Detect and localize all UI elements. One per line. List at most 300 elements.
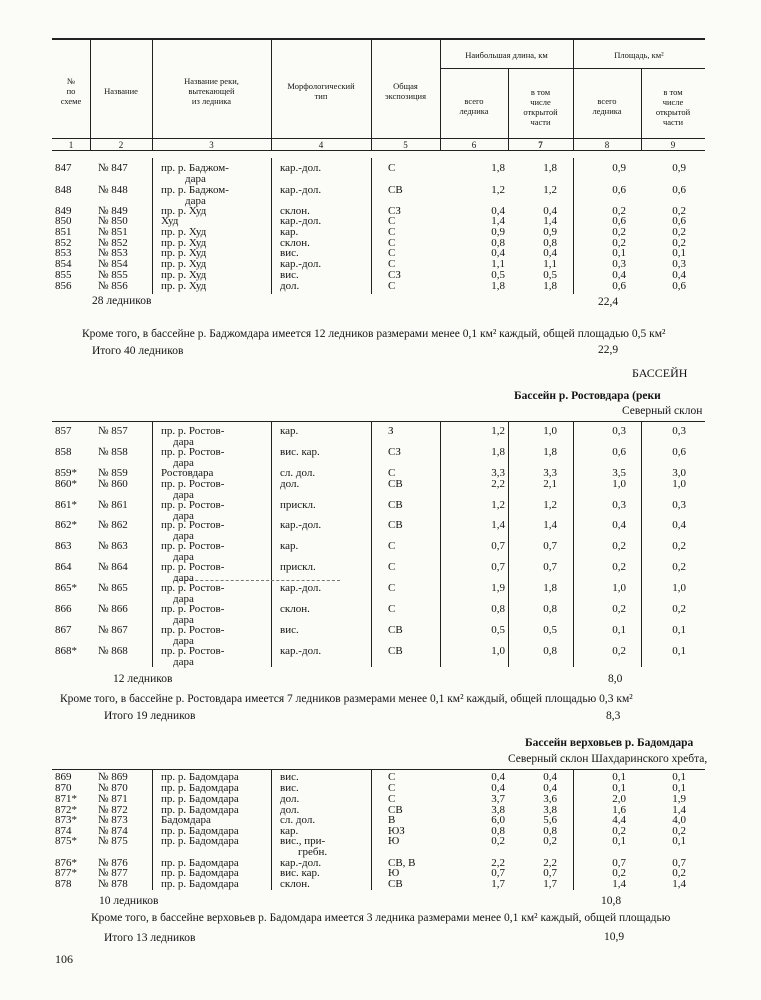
river-name-line: пр. р. Худ [161,269,207,281]
river-name-line: дара [185,195,206,207]
cell-exposition: ЮЗ [388,825,405,837]
cell-length-total: 0,4 [491,205,505,217]
cell-length-open: 0,7 [543,867,557,879]
morph-type-line: склон. [280,237,310,249]
cell-area-total: 0,3 [612,258,626,270]
cell-area-open: 0,1 [672,247,686,259]
cell-length-open: 1,8 [543,162,557,174]
morph-type-line: вис. кар. [280,446,320,458]
cell-length-total: 1,8 [491,280,505,292]
cell-morph-type [280,562,316,573]
cell-exposition: СВ [388,878,403,890]
cell-area-total: 0,2 [612,603,626,615]
cell-scheme-number: 856 [55,280,72,292]
cell-river-name [161,836,239,847]
cell-area-open: 0,4 [672,519,686,531]
cell-scheme-number: 861* [55,499,77,511]
cell-river-name [161,520,224,542]
cell-length-open: 0,4 [543,782,557,794]
cell-exposition: С [388,771,396,783]
footnote: Кроме того, в бассейне р. Баджомдара имеется 12 ледников размерами менее 0,1 км² каждый, общей площадью 0,5 км² [82,328,666,340]
cell-exposition: С [388,258,396,270]
river-name-line: пр. р. Ростов- [161,425,225,437]
cell-exposition: СВ [388,645,403,657]
cell-length-total: 2,2 [491,857,505,869]
cell-area-total: 0,6 [612,215,626,227]
cell-area-open: 3,0 [672,467,686,479]
cell-glacier-name: № 872 [98,804,128,816]
cell-length-total: 0,5 [491,624,505,636]
cell-scheme-number: 851 [55,226,72,238]
morph-type-line: кар. [280,226,299,238]
cell-area-open: 0,2 [672,540,686,552]
river-name-line: дара [173,635,194,647]
cell-area-total: 0,2 [612,237,626,249]
morph-type-line: кар.-дол. [280,519,322,531]
col-number: 8 [604,140,610,150]
river-name-line: пр. р. Худ [161,237,207,249]
cell-area-total: 0,3 [612,425,626,437]
cell-glacier-name: № 875 [98,835,128,847]
river-name-line: Худ [161,215,179,227]
cell-area-open: 0,2 [672,226,686,238]
cell-length-total: 0,8 [491,603,505,615]
cell-exposition: С [388,603,396,615]
morph-type-line: дол. [280,793,300,805]
river-name-line: дара [173,614,194,626]
cell-length-total: 2,2 [491,478,505,490]
cell-exposition: С [388,782,396,794]
morph-type-line: вис. [280,782,299,794]
footnote: Кроме того, в бассейне верховьев р. Бадомдара имеется 3 ледника размерами менее 0,1 км² каждый, общей площадью [91,912,671,924]
cell-exposition: СВ [388,804,403,816]
cell-length-total: 1,1 [491,258,505,270]
river-name-line: пр. р. Ростов- [161,624,225,636]
river-name-line: пр. р. Ростов- [161,603,225,615]
cell-length-total: 1,8 [491,162,505,174]
morph-type-line: склон. [280,603,310,615]
cell-area-total: 0,3 [612,499,626,511]
river-name-line: дара [173,593,194,605]
river-name-line: пр. р. Баджом- [161,184,229,196]
morph-type-line: кар. [280,825,299,837]
cell-area-open: 0,7 [672,857,686,869]
cell-length-total: 0,7 [491,540,505,552]
cell-scheme-number: 847 [55,162,72,174]
section-title: Бассейн р. Ростовдара (реки [514,390,661,402]
cell-glacier-name: № 868 [98,645,128,657]
cell-length-open: 0,4 [543,247,557,259]
subtotal-count: 10 ледников [99,895,159,907]
cell-scheme-number: 848 [55,184,72,196]
cell-area-total: 0,2 [612,226,626,238]
cell-area-open: 0,3 [672,425,686,437]
page-number: 106 [55,952,73,966]
col-header-river: Название реки, вытекающей из ледника [184,76,239,106]
cell-glacier-name: № 864 [98,561,128,573]
cell-length-total: 0,7 [491,561,505,573]
morph-type-line: кар.-дол. [280,857,322,869]
cell-length-total: 1,2 [491,184,505,196]
cell-length-open: 0,8 [543,237,557,249]
cell-scheme-number: 860* [55,478,77,490]
cell-morph-type [280,541,298,552]
cell-area-open: 0,2 [672,237,686,249]
cell-area-total: 4,4 [612,814,626,826]
cell-area-open: 1,4 [672,804,686,816]
section-pre-title: БАССЕЙН [632,366,688,380]
cell-exposition: СВ [388,184,403,196]
cell-river-name [161,562,224,584]
cell-scheme-number: 865* [55,582,77,594]
cell-glacier-name: № 871 [98,793,128,805]
cell-length-total: 1,2 [491,499,505,511]
cell-area-total: 2,0 [612,793,626,805]
cell-area-open: 1,9 [672,793,686,805]
cell-scheme-number: 876* [55,857,77,869]
cell-scheme-number: 852 [55,237,72,249]
cell-area-total: 0,7 [612,857,626,869]
morph-type-line: кар.-дол. [280,162,322,174]
cell-area-open: 0,1 [672,771,686,783]
cell-area-open: 0,2 [672,561,686,573]
cell-length-total: 1,8 [491,446,505,458]
river-name-line: пр. р. Бадомдара [161,804,239,816]
cell-area-open: 1,0 [672,478,686,490]
cell-river-name [161,426,224,448]
cell-glacier-name: № 852 [98,237,128,249]
section-title: Бассейн верховьев р. Бадомдара [525,737,694,749]
col-number: 6 [471,140,477,150]
morph-type-line: вис. [280,771,299,783]
cell-length-open: 1,8 [543,582,557,594]
cell-exposition: В [388,814,396,826]
cell-morph-type [280,625,299,636]
cell-glacier-name: № 858 [98,446,128,458]
cell-river-name [161,447,224,469]
cell-exposition: СВ [388,499,403,511]
cell-length-total: 0,5 [491,269,505,281]
cell-scheme-number: 870 [55,782,72,794]
subtotal-count: 12 ледников [113,673,173,685]
col-header-name: Название [104,86,138,96]
cell-area-open: 0,1 [672,835,686,847]
river-name-line: пр. р. Бадомдара [161,835,239,847]
cell-glacier-name: № 876 [98,857,128,869]
cell-river-name [161,541,224,563]
cell-morph-type [280,879,310,890]
cell-glacier-name: № 866 [98,603,128,615]
cell-area-open: 0,6 [672,184,686,196]
section-subtitle: Северный склон Шахдаринского хребта, [508,753,708,765]
group-header-area: Площадь, км² [614,50,664,60]
morph-type-line: сл. дол. [280,814,316,826]
cell-morph-type [280,447,320,458]
river-name-line: пр. р. Ростов- [161,446,225,458]
cell-scheme-number: 855 [55,269,72,281]
cell-glacier-name: № 854 [98,258,128,270]
cell-scheme-number: 853 [55,247,72,259]
cell-exposition: С [388,467,396,479]
cell-length-total: 0,2 [491,835,505,847]
cell-river-name [161,879,239,890]
cell-length-total: 1,9 [491,582,505,594]
morph-type-line: прискл. [280,561,316,573]
cell-length-total: 1,7 [491,878,505,890]
cell-glacier-name: № 848 [98,184,128,196]
river-name-line: пр. р. Ростов- [161,519,225,531]
subtotal-area: 22,4 [598,296,619,308]
cell-area-open: 0,2 [672,825,686,837]
total-count: Итого 19 ледников [104,710,196,722]
cell-scheme-number: 878 [55,878,72,890]
cell-area-open: 1,4 [672,878,686,890]
col-header-length-open: в том числе открытой части [523,87,558,127]
cell-glacier-name: № 856 [98,280,128,292]
river-name-line: дара [185,173,206,185]
cell-glacier-name: № 870 [98,782,128,794]
cell-glacier-name: № 859 [98,467,128,479]
col-number: 4 [318,140,324,150]
cell-length-open: 1,7 [543,878,557,890]
cell-length-total: 0,4 [491,771,505,783]
cell-exposition: С [388,540,396,552]
cell-glacier-name: № 851 [98,226,128,238]
cell-glacier-name: № 873 [98,814,128,826]
morph-type-line: склон. [280,205,310,217]
cell-scheme-number: 854 [55,258,72,270]
cell-area-total: 0,1 [612,624,626,636]
cell-river-name [161,583,224,605]
cell-exposition: С [388,226,396,238]
cell-glacier-name: № 867 [98,624,128,636]
cell-length-open: 0,4 [543,205,557,217]
cell-scheme-number: 849 [55,205,72,217]
cell-area-total: 0,2 [612,867,626,879]
cell-area-open: 0,6 [672,446,686,458]
cell-length-total: 0,4 [491,247,505,259]
cell-area-total: 0,2 [612,825,626,837]
cell-river-name [161,163,229,185]
cell-area-open: 0,6 [672,280,686,292]
cell-river-name [161,625,224,647]
section-subtitle: Северный склон [622,405,703,417]
cell-scheme-number: 866 [55,603,72,615]
cell-exposition: СЗ [388,205,401,217]
cell-morph-type [280,163,321,174]
cell-length-open: 0,5 [543,624,557,636]
cell-scheme-number: 872* [55,804,77,816]
cell-morph-type [280,281,299,292]
cell-length-open: 0,7 [543,561,557,573]
cell-area-total: 0,6 [612,184,626,196]
total-count: Итого 40 ледников [92,345,184,357]
cell-river-name [161,604,224,626]
cell-area-open: 4,0 [672,814,686,826]
footnote: Кроме того, в бассейне р. Ростовдара имеется 7 ледников размерами менее 0,1 км² каждый, общей площадью 0,3 км² [60,693,633,705]
cell-scheme-number: 867 [55,624,72,636]
cell-area-open: 0,2 [672,867,686,879]
cell-length-open: 1,2 [543,184,557,196]
river-name-line: пр. р. Худ [161,258,207,270]
cell-exposition: СВ [388,624,403,636]
cell-area-total: 0,6 [612,446,626,458]
river-name-line: дара [173,656,194,668]
total-area: 8,3 [606,710,621,722]
morph-type-line: дол. [280,804,300,816]
cell-exposition: Ю [388,867,400,879]
cell-area-total: 3,5 [612,467,626,479]
morph-type-line: кар.-дол. [280,215,322,227]
river-name-line: дара [173,572,194,584]
cell-glacier-name: № 878 [98,878,128,890]
cell-exposition: С [388,162,396,174]
cell-glacier-name: № 847 [98,162,128,174]
cell-scheme-number: 869 [55,771,72,783]
cell-length-open: 2,1 [543,478,557,490]
cell-length-total: 0,4 [491,782,505,794]
cell-river-name [161,281,206,292]
cell-area-total: 0,1 [612,247,626,259]
cell-area-open: 0,9 [672,162,686,174]
cell-scheme-number: 873* [55,814,77,826]
river-name-line: пр. р. Ростов- [161,645,225,657]
cell-scheme-number: 862* [55,519,77,531]
cell-area-total: 0,2 [612,205,626,217]
cell-glacier-name: № 853 [98,247,128,259]
river-name-line: пр. р. Худ [161,280,207,292]
river-name-line: Ростовдара [161,467,214,479]
cell-glacier-name: № 865 [98,582,128,594]
cell-length-total: 3,7 [491,793,505,805]
col-header-area-open: в том числе открытой части [655,87,691,127]
group-header-length: Наибольшая длина, км [465,50,548,60]
cell-length-open: 3,8 [543,804,557,816]
cell-glacier-name: № 869 [98,771,128,783]
cell-glacier-name: № 849 [98,205,128,217]
morph-type-line: прискл. [280,499,316,511]
morph-type-line: склон. [280,878,310,890]
col-number: 3 [209,140,214,150]
cell-area-total: 1,0 [612,478,626,490]
cell-exposition: С [388,582,396,594]
cell-length-open: 1,8 [543,446,557,458]
cell-glacier-name: № 850 [98,215,128,227]
col-number: 9 [670,140,676,150]
cell-area-total: 0,2 [612,561,626,573]
cell-area-total: 0,2 [612,540,626,552]
cell-area-total: 0,4 [612,519,626,531]
cell-glacier-name: № 862 [98,519,128,531]
cell-morph-type [280,500,316,511]
river-name-line: пр. р. Бадомдара [161,867,239,879]
morph-type-line: сл. дол. [280,467,316,479]
river-name-line: Бадомдара [161,814,211,826]
cell-river-name [161,479,224,501]
cell-length-total: 3,8 [491,804,505,816]
col-number: 2 [118,140,124,150]
cell-glacier-name: № 863 [98,540,128,552]
cell-length-total: 0,8 [491,237,505,249]
cell-scheme-number: 877* [55,867,77,879]
cell-morph-type [280,520,321,531]
cell-length-open: 1,1 [543,258,557,270]
cell-morph-type [280,185,321,196]
morph-type-line: вис. кар. [280,867,320,879]
cell-length-open: 1,4 [543,215,557,227]
cell-length-open: 1,4 [543,519,557,531]
cell-glacier-name: № 874 [98,825,128,837]
cell-length-total: 0,7 [491,867,505,879]
cell-scheme-number: 863 [55,540,72,552]
cell-length-total: 3,3 [491,467,505,479]
cell-length-open: 1,8 [543,280,557,292]
morph-type-line: кар.-дол. [280,582,322,594]
col-header-number: № по схеме [60,76,82,106]
morph-type-line: вис. [280,624,299,636]
cell-area-open: 0,4 [672,269,686,281]
river-name-line: дара [173,436,194,448]
cell-glacier-name: № 877 [98,867,128,879]
col-header-morph-type: Морфологический тип [287,81,355,101]
cell-area-total: 0,1 [612,835,626,847]
cell-exposition: СЗ [388,269,401,281]
cell-area-open: 0,2 [672,205,686,217]
cell-scheme-number: 864 [55,561,72,573]
cell-area-open: 0,3 [672,258,686,270]
morph-type-line: вис. [280,269,299,281]
morph-type-line: вис., при- [280,835,326,847]
cell-length-open: 0,5 [543,269,557,281]
cell-length-open: 0,2 [543,835,557,847]
river-name-line: дара [173,489,194,501]
cell-length-open: 3,6 [543,793,557,805]
river-name-line: дара [173,510,194,522]
cell-glacier-name: № 860 [98,478,128,490]
morph-type-line: кар.-дол. [280,645,322,657]
cell-area-total: 0,2 [612,645,626,657]
cell-area-total: 1,6 [612,804,626,816]
cell-morph-type [280,583,321,594]
cell-exposition: Ю [388,835,400,847]
cell-exposition: С [388,280,396,292]
cell-area-total: 1,4 [612,878,626,890]
col-number: 1 [68,140,74,150]
cell-length-total: 0,8 [491,825,505,837]
cell-area-open: 0,2 [672,603,686,615]
river-name-line: пр. р. Худ [161,205,207,217]
river-name-line: пр. р. Бадомдара [161,878,239,890]
total-area: 22,9 [598,344,619,356]
cell-exposition: С [388,215,396,227]
total-area: 10,9 [604,931,625,943]
cell-length-open: 0,7 [543,540,557,552]
cell-length-total: 6,0 [491,814,505,826]
subtotal-area: 8,0 [608,673,623,685]
cell-scheme-number: 875* [55,835,77,847]
subtotal-count: 28 ледников [92,295,152,307]
river-name-line: пр. р. Ростов- [161,582,225,594]
cell-length-open: 0,4 [543,771,557,783]
col-header-area-total: всего ледника [592,96,622,116]
cell-exposition: С [388,561,396,573]
cell-area-total: 0,4 [612,269,626,281]
morph-type-line: дол. [280,478,300,490]
cell-area-total: 1,0 [612,582,626,594]
river-name-line: пр. р. Худ [161,247,207,259]
river-name-line: пр. р. Бадомдара [161,793,239,805]
river-name-line: пр. р. Худ [161,226,207,238]
